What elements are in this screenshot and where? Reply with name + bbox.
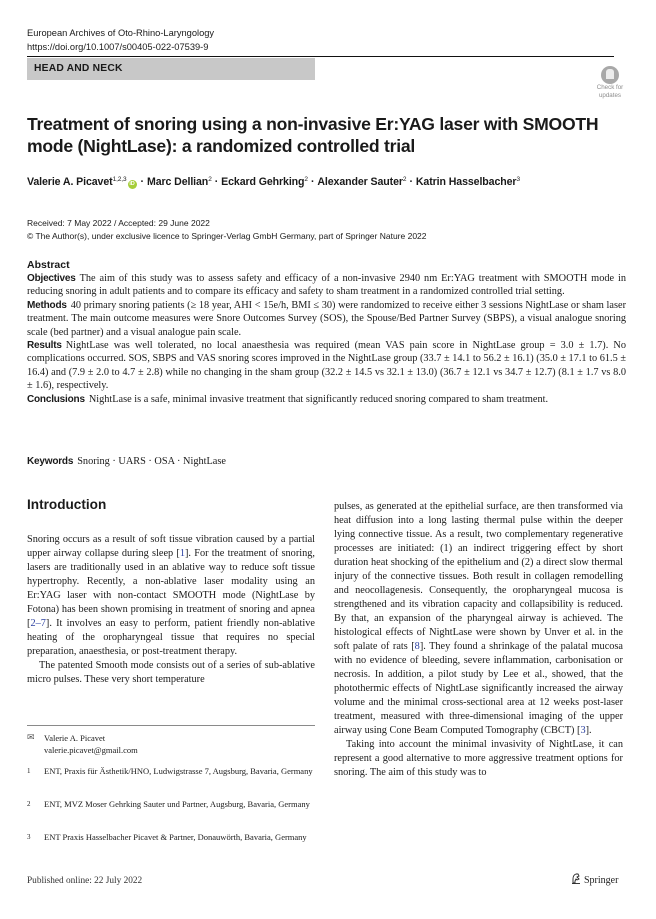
paragraph-text: pulses, as generated at the epithelial surface, are then transformed via heat diffusion into a long lasting thermal pulse within the deeper lying connective tissue. As a result, two complementary regenerative processes are initiated: (1) an indirect triggering effect by short duration heat shocking of the epithelium and (2) a direct slow thermal injury of the connective tissues. Both result in collagen remodelling and neocollagenesis. Consequently, the oropharyngeal mucosa is strengthened and its vibration capacity and collapsibility is reduced. By that, an expansion of the pharyngeal airway is achieved. The histological effects of NightLase were shown by Unver et al. in the soft palate of rats [ [334, 501, 623, 652]
affiliation-1 [27, 766, 327, 778]
author-separator: · [214, 176, 219, 188]
affiliation-3 [27, 832, 327, 844]
received-accepted: Received: 7 May 2022 / Accepted: 29 June 2022 [27, 218, 210, 228]
abstract-text: 40 primary snoring patients (≥ 18 year, AHI < 15e/h, BMI ≤ 30) were randomized to receive either 3 sessions NightLase or sham laser treatment. The main outcome measures were Snore Outcomes Survey (SOS), the Spouse/Bed Partner Survey (SBPS), a visual analogue snoring scale (bed partner) and a visual analogue pain scale. [27, 299, 626, 338]
author-separator: · [140, 176, 144, 188]
footnote-rule [27, 725, 315, 726]
abstract-methods [27, 299, 626, 339]
paragraph [334, 500, 623, 738]
author-name[interactable]: Katrin Hasselbacher [415, 176, 517, 188]
affiliation-text: ENT, MVZ Moser Gehrking Sauter und Partner, Augsburg, Bavaria, Germany [44, 799, 310, 809]
keywords [27, 456, 226, 467]
affiliation-text: ENT, Praxis für Ästhetik/HNO, Ludwigstrasse 7, Augsburg, Bavaria, Germany [44, 766, 313, 776]
paragraph-text: ]. [585, 725, 592, 736]
author-separator: · [310, 176, 315, 188]
affiliation-number: 2 [27, 800, 31, 808]
paragraph-text: ]. For the treatment of snoring, lasers are traditionally used in an ablative way to reduce soft tissue hypertrophy. Recently, a non-ablative laser modality using an Er:YAG laser with non-contact SMOOTH mode (NightLase by Fotona) has been shown promising in treatment of snoring and apnea [ [27, 548, 315, 629]
crossmark-icon [601, 66, 619, 84]
doi-link[interactable]: https://doi.org/10.1007/s00405-022-07539-9 [27, 42, 209, 52]
abstract-text: The aim of this study was to assess safety and efficacy of a non-invasive 2940 nm Er:YAG treatment with SMOOTH mode in reducing snoring in adult patients and to compare its efficacy and safety to sham treatment in a randomized controlled trial setting. [27, 273, 626, 298]
affiliation-text: ENT Praxis Hasselbacher Picavet & Partner, Donauwörth, Bavaria, Germany [44, 832, 307, 842]
author-affiliation: 1,2,3 [112, 176, 127, 183]
citation-link[interactable]: 8 [414, 641, 420, 652]
published-online: Published online: 22 July 2022 [27, 876, 143, 886]
crossmark-label-2: updates [598, 91, 622, 99]
introduction-heading: Introduction [27, 497, 107, 512]
abstract-label: Methods [27, 299, 67, 311]
affiliation-2 [27, 799, 327, 811]
author-affiliation: 2 [304, 176, 308, 183]
abstract-objectives [27, 272, 626, 299]
publisher-name: Springer [584, 875, 619, 886]
author-name[interactable]: Eckard Gehrking [221, 176, 305, 188]
paragraph: Taking into account the minimal invasivity of NightLase, it can represent a good alternative to more aggressive treatment options for snoring. The aim of this study was to [334, 739, 623, 778]
body-column-right [334, 500, 623, 780]
copyright: © The Author(s), under exclusive licence to Springer-Verlag GmbH Germany, part of Springer Nature 2022 [27, 230, 427, 241]
keywords-label: Keywords [27, 456, 74, 467]
paragraph-text: Snoring occurs as a result of soft tissue vibration caused by a partial upper airway collapse during sleep [ [27, 534, 315, 559]
article-title: Treatment of snoring using a non-invasive Er:YAG laser with SMOOTH mode (NightLase): a randomized controlled trial [27, 114, 599, 156]
article-dates [27, 217, 427, 242]
citation-link[interactable]: 2–7 [30, 618, 46, 629]
abstract-text: NightLase was well tolerated, no local anaesthesia was required (mean VAS pain score in NightLase group = 3.0 ± 1.7). No complications occurred. SOS, SBPS and VAS snoring scores improved in the NightLase group (33.7 ± 14.1 to 56.2 ± 16.1) (35.0 ± 17.1 to 61.5 ± 16.4) and (7.9 ± 2.0 to 4.7 ± 2.8) while no changing in the sham group (32.2 ± 14.5 vs 32.1 ± 13.0) (36.7 ± 12.1 vs 34.7 ± 12.7) (8.1 ± 1.7 vs 8.0 ± 1.6), respectively. [27, 340, 626, 392]
abstract-label: Conclusions [27, 393, 85, 405]
author-name[interactable]: Alexander Sauter [317, 176, 403, 188]
section-band [27, 58, 315, 80]
orcid-icon[interactable]: iD [129, 181, 135, 187]
abstract-heading: Abstract [27, 259, 70, 271]
section-label: HEAD AND NECK [34, 63, 123, 74]
body-column-left [27, 533, 315, 687]
crossmark-label-1: Check for [596, 84, 624, 91]
corresponding-email[interactable]: valerie.picavet@gmail.com [44, 744, 138, 755]
author-name[interactable]: Valerie A. Picavet [27, 176, 113, 188]
paragraph: The patented Smooth mode consists out of a series of sub-ablative micro pulses. These very short temperature [27, 660, 315, 685]
author-affiliation: 2 [208, 176, 212, 183]
springer-horse-icon [571, 873, 581, 884]
paragraph-text: ]. It involves an easy to perform, patient friendly non-ablative heating of the oropharyngeal tissue that requires no special preparation, anaesthesia, or post-treatment therapy. [27, 618, 315, 657]
corresponding-name: Valerie A. Picavet [44, 733, 106, 743]
abstract-results [27, 339, 626, 393]
abstract-label: Objectives [27, 273, 76, 284]
journal-header [27, 26, 214, 54]
author-list [27, 176, 520, 189]
abstract-conclusions [27, 393, 626, 406]
citation-link[interactable]: 1 [179, 548, 185, 559]
paragraph [27, 533, 315, 659]
author-affiliation: 2 [402, 176, 407, 183]
affiliation-number: 3 [27, 833, 31, 841]
publisher-logo [571, 873, 618, 886]
affiliation-number: 1 [27, 767, 31, 775]
citation-link[interactable]: 3 [580, 725, 586, 736]
author-affiliation: 3 [516, 176, 520, 183]
paragraph-text: ]. They found a shrinkage of the palatal mucosa with no evidence of bleeding, severe inflammation, carbonisation or necrosis. In addition, a pilot study by Lee et al., showed, that the photothermic effects of NightLase significantly increased the airway volume and the minimal cross-sectional area at 12 weeks post-laser treatment, measured with three-dimensional imaging of the upper airway using Cone Beam Computed Tomography (CBCT) [ [334, 641, 623, 736]
author-separator: · [409, 176, 413, 188]
journal-name: European Archives of Oto-Rhino-Laryngology [27, 28, 215, 38]
crossmark-button[interactable] [592, 66, 628, 100]
keywords-text: Snoring · UARS · OSA · NightLase [77, 456, 226, 467]
abstract [27, 258, 626, 406]
author-name[interactable]: Marc Dellian [146, 176, 209, 188]
abstract-label: Results [27, 340, 62, 352]
header-rule [27, 56, 614, 57]
envelope-icon: ✉ [27, 732, 35, 742]
abstract-text: NightLase is a safe, minimal invasive treatment that significantly reduced snoring compared to sham treatment. [88, 393, 549, 405]
corresponding-author [27, 733, 327, 756]
